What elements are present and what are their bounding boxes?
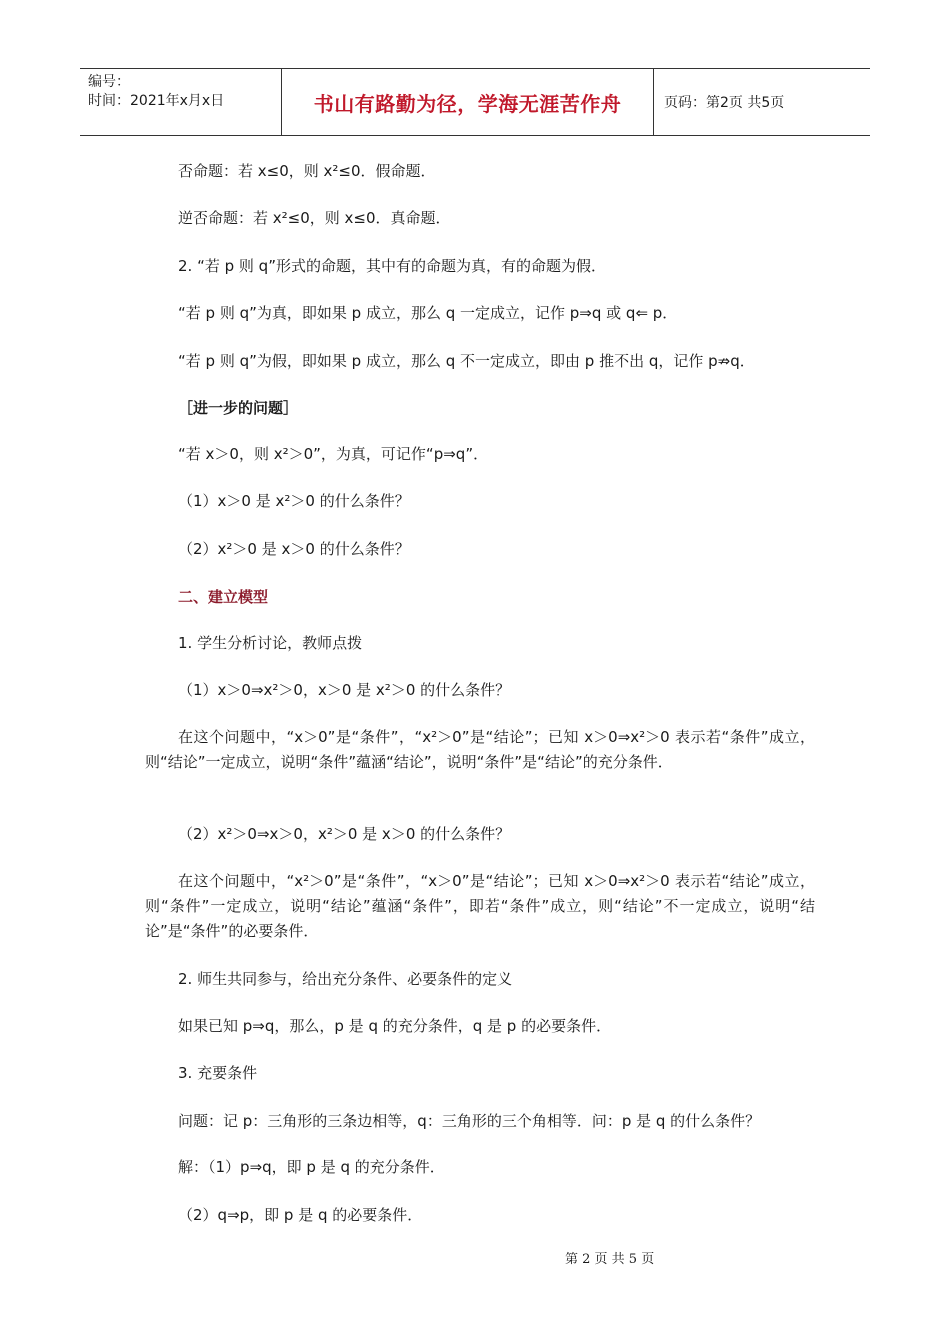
header-motto: 书山有路勤为径，学海无涯苦作舟 [282, 69, 654, 135]
question-line: （1）x＞0 是 x²＞0 的什么条件？ [178, 492, 410, 510]
text-line: “若 p 则 q”为真，即如果 p 成立，那么 q 一定成立，记作 p⇒q 或 q⇐ p． [178, 304, 678, 322]
page-footer: 第 2 页 共 5 页 [565, 1252, 655, 1267]
question-line: （2）x²＞0⇒x＞0，x²＞0 是 x＞0 的什么条件？ [178, 825, 511, 843]
question-line: （2）x²＞0 是 x＞0 的什么条件？ [178, 540, 410, 558]
question-line: （1）x＞0⇒x²＞0，x＞0 是 x²＞0 的什么条件？ [178, 681, 511, 699]
text-line: 否命题：若 x≤0，则 x²≤0．假命题． [178, 162, 436, 180]
text-line: 1. 学生分析讨论，教师点拨 [178, 634, 363, 652]
text-line: 如果已知 p⇒q，那么，p 是 q 的充分条件，q 是 p 的必要条件． [178, 1017, 612, 1035]
header-meta [80, 69, 282, 135]
page-header [80, 68, 870, 136]
text-line: （2）q⇒p，即 p 是 q 的必要条件． [178, 1206, 423, 1224]
document-time-label: 时间：2021年x月x日 [88, 93, 225, 109]
text-line: 3. 充要条件 [178, 1064, 258, 1082]
text-line: “若 x＞0，则 x²＞0”，为真，可记作“p⇒q”． [178, 445, 489, 463]
section-heading: 二、建立模型 [178, 588, 269, 606]
paragraph: 在这个问题中，“x²＞0”是“条件”，“x＞0”是“结论”；已知 x＞0⇒x²＞0 表示若“结论”成立，则“条件”一定成立，说明“结论”蕴涵“条件”，即若“条件”成立，则“结论”不一定成立，说明“结论”是“条件”的必要条件． [145, 872, 815, 940]
text-line: “若 p 则 q”为假，即如果 p 成立，那么 q 不一定成立，即由 p 推不出 q，记作 p⇏q． [178, 352, 755, 370]
text-line: 2. 师生共同参与，给出充分条件、必要条件的定义 [178, 970, 513, 988]
subheading: ［进一步的问题］ [178, 399, 299, 417]
text-line: 问题：记 p：三角形的三条边相等，q：三角形的三个角相等．问：p 是 q 的什么条件？ [178, 1112, 761, 1130]
paragraph: 在这个问题中，“x＞0”是“条件”，“x²＞0”是“结论”；已知 x＞0⇒x²＞0 表示若“条件”成立，则“结论”一定成立，说明“条件”蕴涵“结论”，说明“条件”是“结论”的充分条件． [145, 728, 815, 771]
text-line: 逆否命题：若 x²≤0，则 x≤0．真命题． [178, 209, 451, 227]
header-page-label: 页码：第2页 共5页 [664, 95, 785, 111]
text-line: 2. “若 p 则 q”形式的命题，其中有的命题为真，有的命题为假． [178, 257, 606, 275]
document-number-label: 编号： [88, 74, 130, 90]
text-line: 解：（1）p⇒q，即 p 是 q 的充分条件． [178, 1158, 445, 1176]
